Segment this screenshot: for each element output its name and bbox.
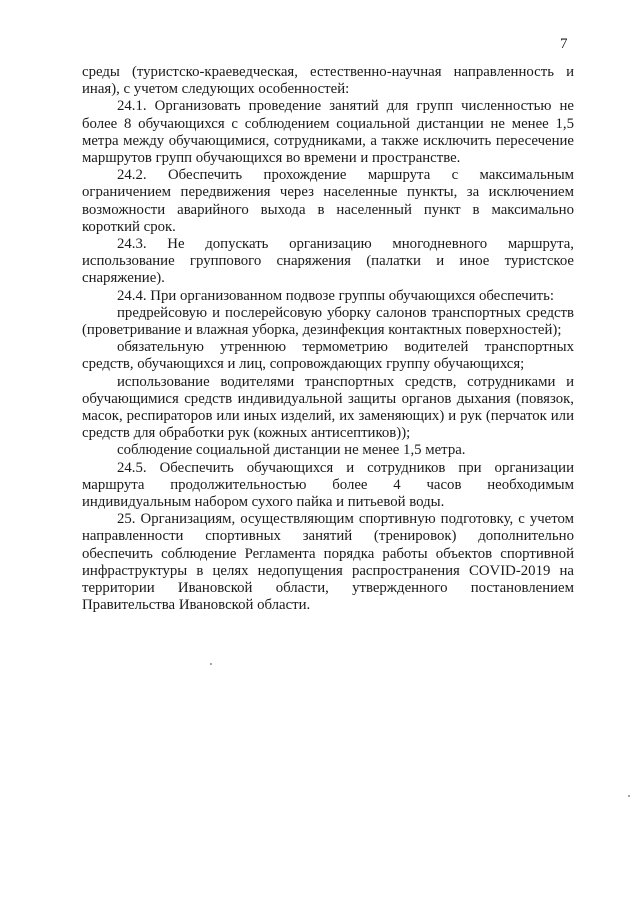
scan-speck (628, 795, 630, 797)
paragraph-24-2: 24.2. Обеспечить прохождение маршрута с максимальным ограничением передвижения через населенные пункты, за исключением возможности аварийного выхода в населенный пункт в максимально короткий срок. (82, 167, 574, 235)
paragraph-25: 25. Организациям, осуществляющим спортивную подготовку, с учетом направленности спортивных занятий (тренировок) дополнительно обеспечить соблюдение Регламента порядка работы объектов спортивной инфраструктуры в целях недопущения распространения COVID-2019 на территории Ивановской области, утвержденного постановлением Правительства Ивановской области. (82, 511, 574, 614)
document-body (82, 64, 574, 615)
page-number: 7 (560, 36, 568, 52)
paragraph-24-4-distance: соблюдение социальной дистанции не менее 1,5 метра. (117, 442, 466, 459)
paragraph-24-1: 24.1. Организовать проведение занятий для групп численностью не более 8 обучающихся с соблюдением социальной дистанции не менее 1,5 метра между обучающимися, сотрудниками, а также исключить пересечение маршрутов групп обучающихся во времени и пространстве. (82, 98, 574, 167)
paragraph-24-4-cleaning: предрейсовую и послерейсовую уборку салонов транспортных средств (проветривание и влажная уборка, дезинфекция контактных поверхностей); (82, 304, 574, 339)
paragraph-24-5: 24.5. Обеспечить обучающихся и сотрудников при организации маршрута продолжительностью более 4 часов необходимым индивидуальным набором сухого пайка и питьевой воды. (82, 459, 574, 511)
paragraph-24-4: 24.4. При организованном подвозе группы обучающихся обеспечить: (117, 287, 554, 304)
paragraph-24-4-ppe: использование водителями транспортных средств, сотрудниками и обучающимися средств индивидуальной защиты органов дыхания (повязок, масок, респираторов или иных изделий, их заменяющих) и рук (перчаток или средств для обработки рук (кожных антисептиков)); (82, 373, 574, 442)
paragraph-24-4-thermometry: обязательную утреннюю термометрию водителей транспортных средств, обучающихся и лиц, сопровождающих группу обучающихся; (82, 339, 574, 373)
paragraph-intro-continuation: среды (туристско-краеведческая, естественно-научная направленность и иная), с учетом следующих особенностей: (82, 64, 574, 98)
paragraph-24-3: 24.3. Не допускать организацию многодневного маршрута, использование группового снаряжения (палатки и иное туристское снаряжение). (82, 236, 574, 287)
scan-speck (210, 663, 212, 665)
